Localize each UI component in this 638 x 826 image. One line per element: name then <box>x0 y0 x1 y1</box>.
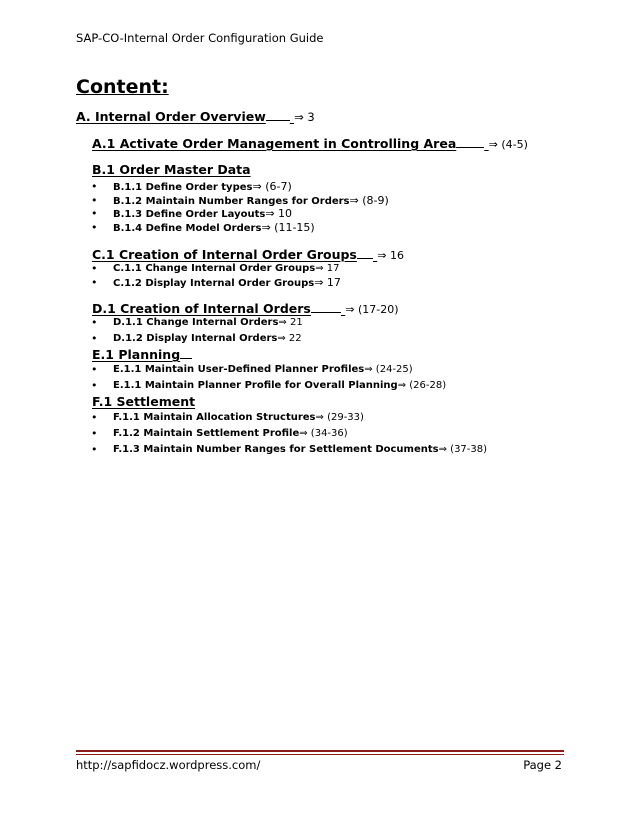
footer-rule <box>76 750 564 752</box>
contents-title: Content: <box>76 76 169 98</box>
toc-entry-f1[interactable] <box>92 394 195 409</box>
toc-entry-a1[interactable] <box>92 135 528 151</box>
toc-entry-a1-ref: ⇒ (4-5) <box>488 138 528 151</box>
list-item[interactable]: • F.1.1 Maintain Allocation Structures⇒ (29-33) <box>91 411 487 427</box>
toc-entry-d1-label: D.1 Creation of Internal Orders <box>92 301 311 316</box>
toc-entry-c1[interactable] <box>92 246 404 262</box>
leader <box>357 246 373 259</box>
toc-entry-d1[interactable] <box>92 300 399 316</box>
leader <box>266 108 290 121</box>
toc-entry-e1-label: E.1 Planning <box>92 347 181 362</box>
toc-entry-c1-ref: ⇒ 16 <box>377 249 404 262</box>
footer-url[interactable]: http://sapfidocz.wordpress.com/ <box>76 758 261 772</box>
toc-entry-e1[interactable] <box>92 346 192 362</box>
leader <box>456 135 484 148</box>
list-item[interactable]: • C.1.2 Display Internal Order Groups⇒ 17 <box>91 276 341 290</box>
toc-entry-c1-label: C.1 Creation of Internal Order Groups <box>92 247 357 262</box>
toc-entry-a-label: A. Internal Order Overview <box>76 109 266 124</box>
toc-list-d1 <box>91 316 303 346</box>
toc-entry-d1-ref: ⇒ (17-20) <box>345 303 399 316</box>
toc-entry-f1-label: F.1 Settlement <box>92 394 196 409</box>
toc-entry-a1-label: A.1 Activate Order Management in Controlling Area <box>92 136 457 151</box>
list-item[interactable]: • B.1.1 Define Order types⇒ (6-7) <box>91 180 389 194</box>
list-item[interactable]: • E.1.1 Maintain User-Defined Planner Profiles⇒ (24-25) <box>91 363 446 379</box>
list-item[interactable]: • C.1.1 Change Internal Order Groups⇒ 17 <box>91 262 341 276</box>
leader <box>180 346 192 359</box>
list-item[interactable]: • B.1.2 Maintain Number Ranges for Orders⇒ (8-9) <box>91 194 389 208</box>
toc-entry-b1-label: B.1 Order Master Data <box>92 162 251 177</box>
toc-list-b1 <box>91 180 389 234</box>
list-item[interactable]: • B.1.4 Define Model Orders⇒ (11-15) <box>91 221 389 235</box>
list-item[interactable]: • D.1.2 Display Internal Orders⇒ 22 <box>91 332 303 346</box>
toc-list-e1 <box>91 363 446 393</box>
toc-list-c1 <box>91 262 341 289</box>
footer-rule-thin <box>76 754 564 755</box>
toc-list-f1 <box>91 411 487 457</box>
leader <box>311 300 341 313</box>
list-item[interactable]: • D.1.1 Change Internal Orders⇒ 21 <box>91 316 303 332</box>
list-item[interactable]: • B.1.3 Define Order Layouts⇒ 10 <box>91 207 389 221</box>
page-header: SAP-CO-Internal Order Configuration Guide <box>76 31 324 45</box>
toc-entry-b1[interactable] <box>92 162 251 177</box>
list-item[interactable]: • F.1.2 Maintain Settlement Profile⇒ (34-36) <box>91 427 487 443</box>
list-item[interactable]: • F.1.3 Maintain Number Ranges for Settlement Documents⇒ (37-38) <box>91 443 487 457</box>
list-item[interactable]: • E.1.1 Maintain Planner Profile for Overall Planning⇒ (26-28) <box>91 379 446 393</box>
toc-entry-a[interactable] <box>76 108 315 124</box>
page-number: Page 2 <box>523 758 562 772</box>
toc-entry-a-ref: ⇒ 3 <box>294 110 315 124</box>
